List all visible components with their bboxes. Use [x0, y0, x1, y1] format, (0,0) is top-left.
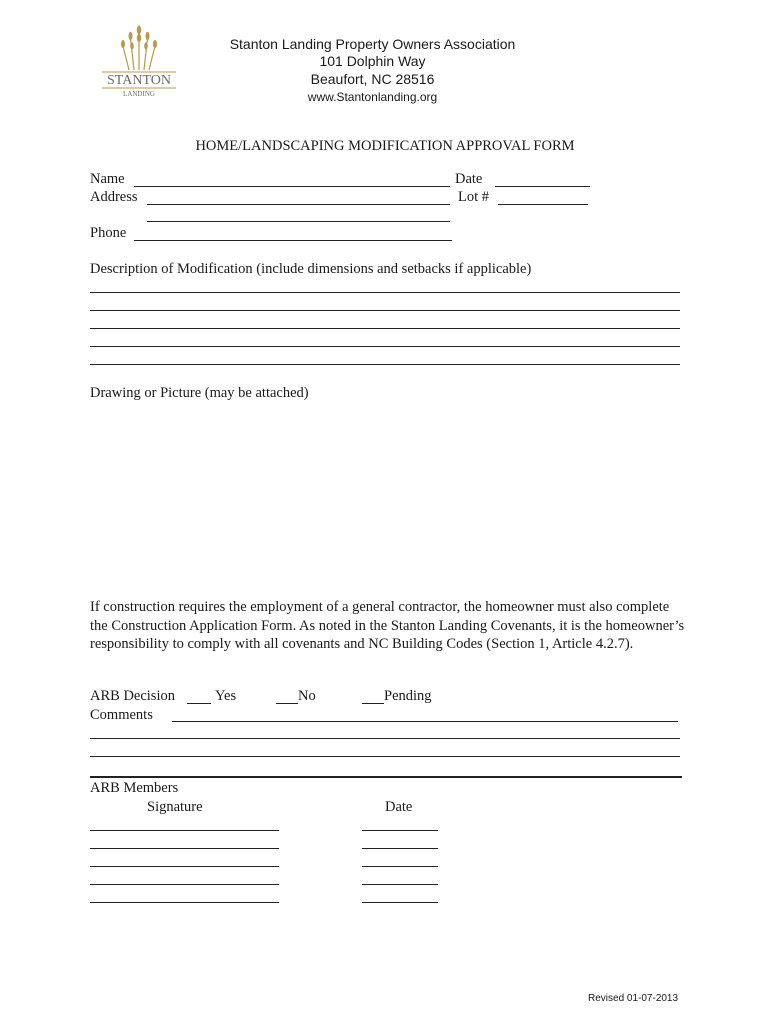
signature-line-3[interactable] — [90, 866, 279, 867]
description-line-4[interactable] — [90, 346, 680, 347]
org-name: Stanton Landing Property Owners Association — [229, 36, 516, 52]
phone-field[interactable] — [134, 240, 452, 241]
name-field[interactable] — [134, 186, 450, 187]
comments-label: Comments — [90, 707, 153, 723]
date-column-label: Date — [385, 799, 413, 815]
date-field[interactable] — [495, 186, 590, 187]
description-line-2[interactable] — [90, 310, 680, 311]
signature-line-2[interactable] — [90, 848, 279, 849]
form-title: HOME/LANDSCAPING MODIFICATION APPROVAL FORM — [195, 138, 575, 154]
address-field[interactable] — [147, 204, 450, 205]
yes-checkbox-line[interactable] — [187, 703, 211, 704]
address-field-line-2[interactable] — [147, 221, 450, 222]
pending-checkbox-line[interactable] — [362, 703, 384, 704]
lot-label: Lot # — [458, 189, 490, 205]
drawing-label: Drawing or Picture (may be attached) — [90, 385, 309, 401]
section-divider — [90, 776, 682, 778]
date-label: Date — [455, 171, 483, 187]
revision-date: Revised 01-07-2013 — [588, 993, 679, 1004]
comments-line-3[interactable] — [90, 756, 680, 757]
description-line-1[interactable] — [90, 292, 680, 293]
description-line-5[interactable] — [90, 364, 680, 365]
signature-date-line-2[interactable] — [362, 848, 438, 849]
description-line-3[interactable] — [90, 328, 680, 329]
no-checkbox-line[interactable] — [276, 703, 298, 704]
signature-date-line-3[interactable] — [362, 866, 438, 867]
org-city: Beaufort, NC 28516 — [310, 71, 435, 87]
org-website: www.Stantonlanding.org — [307, 90, 438, 104]
drawing-area[interactable] — [90, 408, 680, 593]
signature-line-5[interactable] — [90, 902, 279, 903]
no-option: No — [298, 688, 316, 704]
comments-line-1[interactable] — [172, 721, 678, 722]
signature-column-label: Signature — [147, 799, 203, 815]
signature-date-line-4[interactable] — [362, 884, 438, 885]
address-label: Address — [90, 189, 138, 205]
arb-members-label: ARB Members — [90, 780, 179, 796]
signature-line-4[interactable] — [90, 884, 279, 885]
signature-date-line-1[interactable] — [362, 830, 438, 831]
name-label: Name — [90, 171, 125, 187]
logo-text-sub: LANDING — [123, 90, 155, 98]
phone-label: Phone — [90, 225, 127, 241]
signature-line-1[interactable] — [90, 830, 279, 831]
signature-date-line-5[interactable] — [362, 902, 438, 903]
arb-decision-label: ARB Decision — [90, 688, 175, 704]
yes-option: Yes — [215, 688, 237, 704]
lot-field[interactable] — [498, 204, 588, 205]
org-street: 101 Dolphin Way — [319, 53, 426, 69]
description-label: Description of Modification (include dimensions and setbacks if applicable) — [90, 261, 532, 277]
pending-option: Pending — [384, 688, 432, 704]
contractor-notice: If construction requires the employment of a general contractor, the homeowner must also complete the Construction Application Form. As noted in the Stanton Landing Covenants, it is the homeowner’s responsibility to comply with all covenants and NC Building Codes (Section 1, Article 4.2.7). — [90, 599, 685, 652]
comments-line-2[interactable] — [90, 738, 680, 739]
logo-text-main: STANTON — [107, 73, 171, 88]
